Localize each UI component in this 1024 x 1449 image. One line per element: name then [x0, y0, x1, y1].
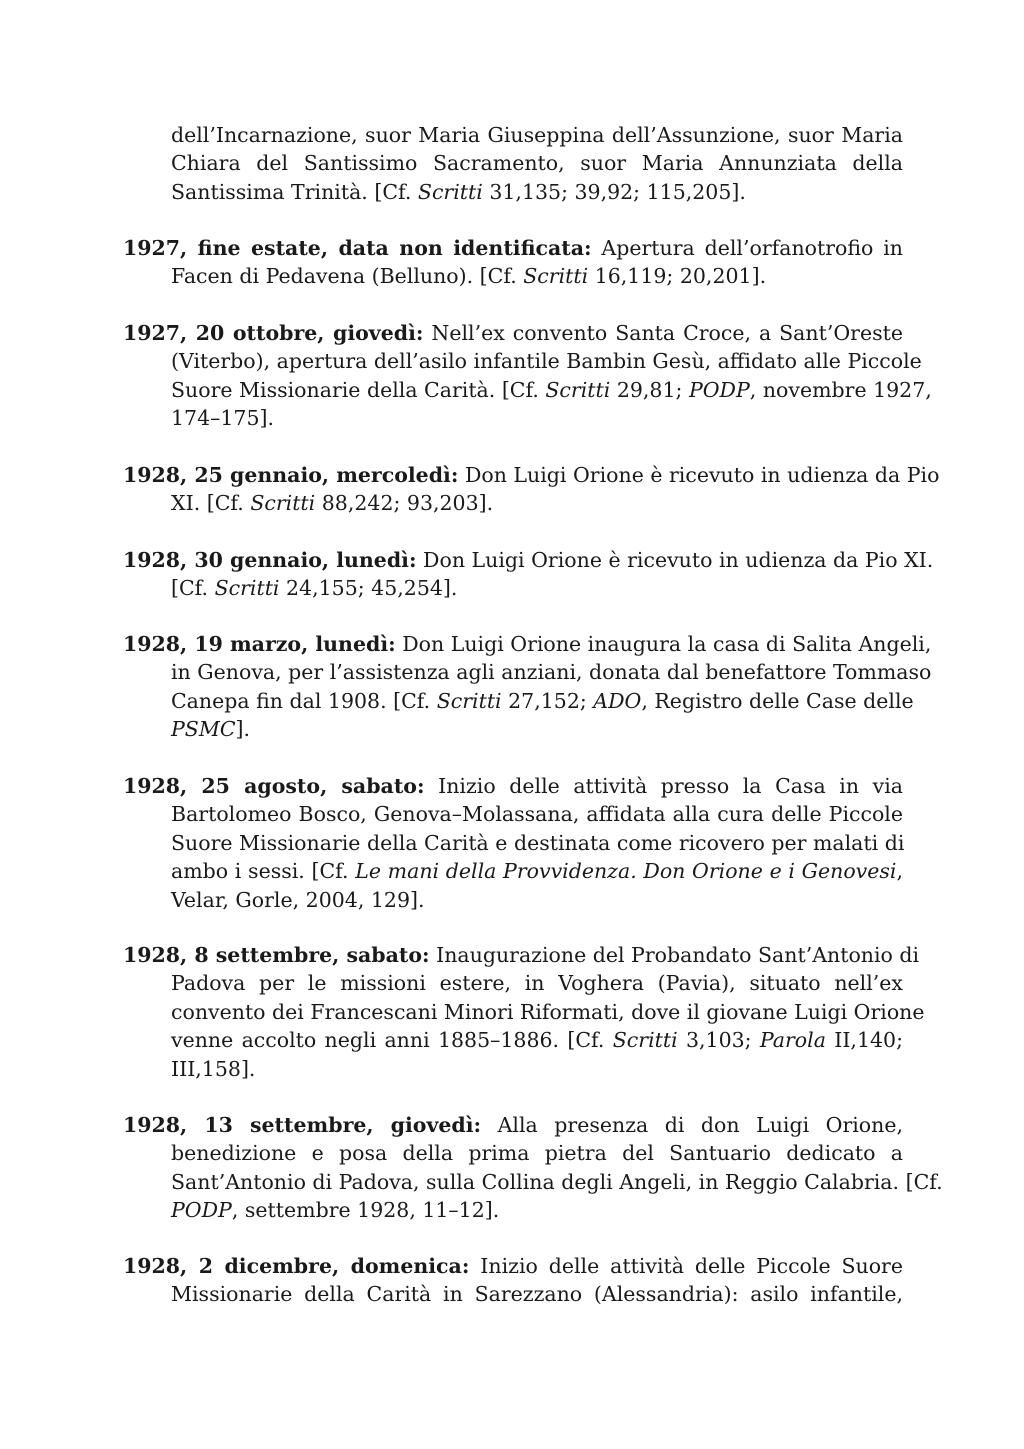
entry-date-heading: 1928, 25 gennaio, mercoledì:	[123, 463, 459, 487]
entry-citation-title: Le mani della Provvidenza. Don Orione e i Genovesi	[355, 859, 897, 884]
entry-line	[123, 687, 914, 715]
chronology-entry	[123, 1252, 903, 1309]
entry-line-first	[123, 941, 920, 969]
entry-line-first	[123, 630, 932, 658]
entry-citation-title: PODP	[171, 1198, 232, 1223]
entry-line	[123, 489, 903, 517]
entry-text: [Cf.	[171, 576, 215, 601]
chronology-entry	[123, 121, 903, 206]
entry-line	[123, 658, 932, 686]
entry-citation-title: Scritti	[214, 576, 280, 601]
entry-line	[123, 404, 903, 432]
entry-text: 88,242; 93,203].	[315, 491, 494, 516]
entry-line-first	[123, 1252, 903, 1280]
entry-text: Padova per le missioni estere, in Voghera (Pavia), situato nell’ex	[171, 971, 903, 996]
entry-text: Inizio delle attività delle Piccole Suore	[469, 1254, 903, 1278]
entry-text: Nell’ex convento Santa Croce, a Sant’Oreste	[423, 321, 903, 345]
entry-line	[123, 1280, 903, 1308]
chronology-entry	[123, 1111, 943, 1225]
entry-line-first	[123, 319, 903, 347]
entry-text: Bartolomeo Bosco, Genova–Molassana, affidata alla cura delle Piccole	[171, 802, 903, 827]
entry-date-heading: 1928, 8 settembre, sabato:	[123, 943, 430, 967]
entry-text: Santissima Trinità. [Cf.	[171, 179, 418, 204]
entry-line-first	[123, 1111, 903, 1139]
entry-citation-title: Scritti	[545, 377, 611, 402]
entry-citation-title: PODP	[688, 377, 750, 402]
entry-date-heading: 1928, 2 dicembre, domenica:	[123, 1254, 470, 1278]
entry-text: II,140;	[825, 1028, 903, 1053]
chronology-entry	[123, 630, 932, 744]
chronology-entry	[123, 941, 925, 1083]
entry-line	[123, 1026, 903, 1054]
entry-line	[123, 1139, 903, 1167]
entry-text: 24,155; 45,254].	[279, 576, 458, 601]
entry-text: benedizione e posa della prima pietra del Santuario dedicato a	[171, 1141, 903, 1166]
entry-line	[123, 829, 903, 857]
chronology-entry	[123, 461, 940, 518]
entry-text: Chiara del Santissimo Sacramento, suor Maria Annunziata della	[171, 151, 903, 176]
entry-line	[123, 969, 903, 997]
entry-line	[123, 574, 903, 602]
entry-line	[123, 1055, 903, 1083]
entry-text: Apertura dell’orfanotrofio in	[591, 236, 903, 260]
entry-text: 27,152;	[501, 688, 594, 713]
entry-text: Facen di Pedavena (Belluno). [Cf.	[171, 264, 524, 289]
entry-text: , novembre 1927,	[749, 377, 932, 402]
entry-text: Suore Missionarie della Carità. [Cf.	[171, 377, 546, 402]
entry-text: Suore Missionarie della Carità e destinata come ricovero per malati di	[171, 830, 905, 855]
entry-citation-title: PSMC	[171, 717, 236, 742]
entry-line	[123, 262, 903, 290]
entry-text: ambo i sessi. [Cf.	[171, 859, 356, 884]
entry-line-first	[123, 234, 903, 262]
chronology-entry	[123, 772, 903, 914]
entry-text: III,158].	[171, 1056, 256, 1081]
entry-citation-title: Scritti	[417, 179, 483, 204]
entry-line	[123, 800, 903, 828]
entry-line	[123, 1168, 943, 1196]
entry-date-heading: 1927, 20 ottobre, giovedì:	[123, 321, 424, 345]
entry-citation-title: Scritti	[523, 264, 589, 289]
entry-text: convento dei Francescani Minori Riformati, dove il giovane Luigi Orione	[171, 999, 925, 1024]
entry-line	[123, 178, 903, 206]
chronology-entry	[123, 234, 903, 291]
entry-line-first	[123, 121, 903, 149]
entry-date-heading: 1927, fine estate, data non identificata:	[123, 236, 592, 260]
entry-text: Don Luigi Orione è ricevuto in udienza da Pio XI.	[416, 548, 934, 572]
entry-line	[123, 998, 925, 1026]
entry-text: Missionarie della Carità in Sarezzano (Alessandria): asilo infantile,	[171, 1282, 903, 1307]
entry-citation-title: Parola	[759, 1028, 826, 1053]
entry-text: ].	[235, 717, 251, 742]
entry-line	[123, 347, 922, 375]
entry-citation-title: Scritti	[250, 491, 316, 516]
entry-text: 29,81;	[610, 377, 689, 402]
chronology-entry	[123, 319, 932, 433]
entry-text: in Genova, per l’assistenza agli anziani, donata dal benefattore Tommaso	[171, 660, 932, 685]
entry-line-first	[123, 461, 940, 489]
entry-line-first	[123, 772, 903, 800]
entry-text: venne accolto negli anni 1885–1886. [Cf.	[171, 1028, 613, 1053]
entry-citation-title: Scritti	[436, 688, 502, 713]
entry-line	[123, 149, 903, 177]
entry-text: 31,135; 39,92; 115,205].	[482, 179, 746, 204]
entry-text: Sant’Antonio di Padova, sulla Collina degli Angeli, in Reggio Calabria. [Cf.	[171, 1169, 943, 1194]
entry-date-heading: 1928, 30 gennaio, lunedì:	[123, 548, 417, 572]
entry-text: Canepa fin dal 1908. [Cf.	[171, 688, 437, 713]
entry-line	[123, 886, 903, 914]
entry-text: Alla presenza di don Luigi Orione,	[481, 1113, 903, 1137]
entry-line	[123, 376, 932, 404]
chronology-entry	[123, 546, 934, 603]
entry-text: , settembre 1928, 11–12].	[231, 1198, 500, 1223]
entry-line	[123, 857, 903, 885]
entry-text: 16,119; 20,201].	[588, 264, 767, 289]
entry-text: 3,103;	[677, 1028, 760, 1053]
entry-text: 174–175].	[171, 406, 275, 431]
entry-text: Velar, Gorle, 2004, 129].	[171, 887, 425, 912]
entry-text: ,	[896, 859, 904, 884]
entry-text: XI. [Cf.	[171, 491, 251, 516]
entry-text: dell’Incarnazione, suor Maria Giuseppina dell’Assunzione, suor Maria	[171, 123, 903, 147]
entry-text: Don Luigi Orione inaugura la casa di Salita Angeli,	[395, 632, 932, 656]
entry-citation-title: Scritti	[612, 1028, 678, 1053]
entry-citation-title: ADO	[593, 688, 642, 713]
entry-text: Inaugurazione del Probandato Sant’Antonio di	[429, 943, 920, 967]
entry-date-heading: 1928, 19 marzo, lunedì:	[123, 632, 396, 656]
entry-line	[123, 715, 903, 743]
entry-text: Inizio delle attività presso la Casa in via	[424, 774, 903, 798]
entry-text: (Viterbo), apertura dell’asilo infantile Bambin Gesù, affidato alle Piccole	[171, 349, 922, 374]
entry-text: Don Luigi Orione è ricevuto in udienza da Pio	[458, 463, 940, 487]
entry-date-heading: 1928, 13 settembre, giovedì:	[123, 1113, 482, 1137]
entry-date-heading: 1928, 25 agosto, sabato:	[123, 774, 425, 798]
entry-text: , Registro delle Case delle	[641, 688, 914, 713]
entry-line	[123, 1196, 903, 1224]
entry-line-first	[123, 546, 934, 574]
